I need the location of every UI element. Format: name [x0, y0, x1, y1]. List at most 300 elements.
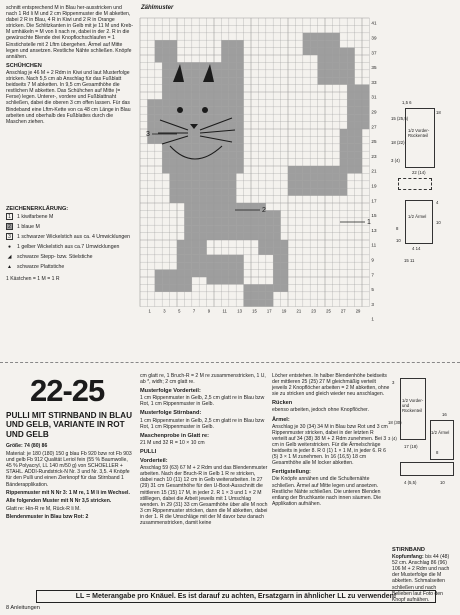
chart-cell-filled	[325, 70, 332, 77]
legend-text: 1 blaue M	[17, 223, 40, 230]
instruction-paragraph: Die Knöpfe annähen und die Schulternähte schließen. Ärmel auf Mitte legen und ansetzen. Restliche Nähte schließen. Die unteren Blenden entlang der Bruchkante nach innen säumen. Die Applikation aufnähen.	[272, 476, 382, 507]
schematic-bootie-piece	[398, 178, 432, 190]
chart-cell-filled	[340, 151, 347, 158]
chart-cell-filled	[362, 99, 369, 106]
chart-cell-filled	[192, 62, 199, 69]
chart-cell-filled	[192, 262, 199, 269]
chart-cell-filled	[273, 210, 280, 217]
chart-cell-filled	[340, 144, 347, 151]
chart-cell-filled	[221, 85, 228, 92]
chart-cell-filled	[266, 292, 273, 299]
chart-row-tick: 19	[371, 183, 377, 189]
chart-cell-filled	[325, 48, 332, 55]
chart-cell-filled	[207, 85, 214, 92]
chart-col-tick: 5	[178, 308, 181, 314]
materials-text	[6, 443, 134, 522]
chart-cell-filled	[221, 218, 228, 225]
chart-col-tick: 9	[207, 308, 211, 314]
chart-cell-filled	[332, 181, 339, 188]
chart-cell-filled	[273, 270, 280, 277]
chart-cell-filled	[162, 159, 169, 166]
chart-cell-filled	[244, 218, 251, 225]
chart-cell-filled	[251, 299, 258, 306]
chart-cell-filled	[355, 107, 362, 114]
chart-cell-filled	[199, 62, 206, 69]
chart-cell-filled	[207, 196, 214, 203]
chart-cell-filled	[332, 55, 339, 62]
chart-cell-filled	[310, 188, 317, 195]
chart-cell-filled	[325, 188, 332, 195]
instructions-middle	[140, 373, 268, 528]
chart-cell-filled	[177, 196, 184, 203]
chart-cell-filled	[221, 107, 228, 114]
headband-text: bis 44 (48) 52 cm. Anschlag 86 (96) 106 M + 2 Rdm und nach der Musterfolge die M abketten. Schmalseiten schließen und nach Belieben laut Foto den Knopf aufnähen.	[392, 554, 450, 603]
chart-cell-filled	[162, 62, 169, 69]
chart-cell-filled	[214, 70, 221, 77]
chart-cell-filled	[229, 218, 236, 225]
chart-cell-filled	[221, 225, 228, 232]
chart-cell-filled	[236, 218, 243, 225]
chart-cell-filled	[221, 262, 228, 269]
chart-cell-filled	[318, 62, 325, 69]
chart-cell-filled	[244, 299, 251, 306]
chart-cell-filled	[184, 262, 191, 269]
chart-cell-filled	[170, 92, 177, 99]
chart-cell-filled	[229, 70, 236, 77]
chart-cell-filled	[207, 225, 214, 232]
chart-cell-filled	[347, 114, 354, 121]
chart-cell-filled	[288, 188, 295, 195]
chart-cell-filled	[177, 114, 184, 121]
chart-cell-filled	[251, 218, 258, 225]
chart-cell-filled	[170, 159, 177, 166]
chart-cell-filled	[340, 181, 347, 188]
schematic-label: 4	[436, 200, 439, 205]
chart-cell-filled	[184, 62, 191, 69]
chart-cell-filled	[340, 77, 347, 84]
chart-cell-filled	[170, 107, 177, 114]
chart-cell-filled	[207, 203, 214, 210]
chart-row-tick: 11	[371, 242, 377, 248]
chart-cell-filled	[362, 92, 369, 99]
chart-cell-filled	[236, 77, 243, 84]
chart-cell-filled	[207, 159, 214, 166]
chart-label-two: 2	[262, 207, 266, 214]
chart-cell-filled	[281, 247, 288, 254]
chart-cell-filled	[170, 173, 177, 180]
chart-cell-filled	[258, 247, 265, 254]
schematic-label: 3 (4)	[391, 158, 400, 163]
chart-cell-filled	[214, 255, 221, 262]
chart-cell-filled	[258, 299, 265, 306]
chart-cell-filled	[347, 48, 354, 55]
chart-cell-filled	[184, 247, 191, 254]
legend-item	[6, 233, 134, 240]
chart-cell-filled	[332, 77, 339, 84]
chart-cell-filled	[199, 270, 206, 277]
schematic-label: 1/2 Ärmel	[431, 430, 450, 435]
chart-row-tick: 9	[371, 257, 374, 263]
chart-cell-filled	[303, 166, 310, 173]
chart-cell-filled	[229, 55, 236, 62]
chart-col-tick: 7	[192, 308, 196, 314]
chart-cell-filled	[155, 55, 162, 62]
chart-cell-filled	[229, 166, 236, 173]
chart-cell-filled	[184, 70, 191, 77]
chart-cell-filled	[281, 262, 288, 269]
chart-cell-filled	[162, 277, 169, 284]
chart-cell-filled	[236, 255, 243, 262]
chart-cell-filled	[355, 166, 362, 173]
chart-cell-filled	[221, 144, 228, 151]
chart-cell-filled	[355, 144, 362, 151]
chart-row-tick: 17	[371, 198, 377, 204]
chart-cell-filled	[170, 196, 177, 203]
chart-cell-filled	[184, 225, 191, 232]
chart-cell-filled	[184, 166, 191, 173]
chart-cell-filled	[192, 136, 199, 143]
chart-cell-filled	[221, 159, 228, 166]
eye-left-icon	[177, 107, 183, 113]
chart-col-tick: 21	[296, 308, 302, 314]
chart-cell-filled	[273, 247, 280, 254]
chart-cell-filled	[266, 299, 273, 306]
chart-cell-filled	[162, 92, 169, 99]
chart-cell-filled	[221, 233, 228, 240]
chart-cell-filled	[162, 284, 169, 291]
chart-cell-filled	[184, 107, 191, 114]
chart-cell-filled	[229, 159, 236, 166]
chart-cell-filled	[340, 166, 347, 173]
chart-cell-filled	[288, 181, 295, 188]
chart-cell-filled	[170, 40, 177, 47]
chart-row-tick: 33	[371, 79, 377, 85]
instruction-heading: Maschenprobe in Glatt re:	[140, 432, 210, 439]
chart-cell-filled	[162, 151, 169, 158]
chart-cell-filled	[214, 77, 221, 84]
chart-cell-filled	[251, 210, 258, 217]
chart-cell-filled	[355, 114, 362, 121]
chart-cell-filled	[221, 210, 228, 217]
chart-cell-filled	[192, 196, 199, 203]
schematic-label: 8	[396, 226, 399, 231]
instruction-paragraph: ebenso arbeiten, jedoch ohne Knopflöcher.	[272, 407, 369, 414]
chart-cell-filled	[147, 99, 154, 106]
chart-cell-filled	[362, 85, 369, 92]
chart-cell-filled	[184, 188, 191, 195]
chart-cell-filled	[340, 55, 347, 62]
chart-col-tick: 19	[281, 308, 287, 314]
chart-cell-filled	[236, 114, 243, 121]
chart-cell-filled	[147, 114, 154, 121]
chart-cell-filled	[207, 188, 214, 195]
chart-cell-filled	[184, 203, 191, 210]
chart-cell-filled	[170, 55, 177, 62]
chart-cell-filled	[162, 70, 169, 77]
material-text: Material: je 180 (180) 150 g blau Fb 920 bzw rot Fb 903 und gelb Fb 912 Qualität Leriol fein (55 % Baumwolle, 45 % Polyacryl, LL 140 m/50 g) von SCHOELLER + STAHL. ADDI-Rundstrick-N Nr. 3 und Nr. 3,5. 4 Knöpfe für den Pulli und einen Zierknopf für das Stirnband 1 Bänderapplikation.	[6, 451, 132, 488]
chart-cell-filled	[199, 99, 206, 106]
chart-cell-filled	[170, 277, 177, 284]
chart-cell-filled	[347, 136, 354, 143]
chart-cell-filled	[199, 188, 206, 195]
chart-row-tick: 21	[371, 168, 377, 174]
chart-cell-filled	[258, 218, 265, 225]
schematic-label: 15 11	[404, 258, 415, 263]
chart-cell-filled	[177, 144, 184, 151]
chart-cell-filled	[192, 114, 199, 121]
chart-cell-filled	[332, 70, 339, 77]
chart-cell-filled	[221, 99, 228, 106]
chart-cell-filled	[221, 181, 228, 188]
chart-cell-filled	[229, 196, 236, 203]
chart-cell-filled	[184, 240, 191, 247]
chart-cell-filled	[199, 85, 206, 92]
chart-cell-filled	[347, 77, 354, 84]
chart-cell-filled	[207, 262, 214, 269]
chart-cell-filled	[221, 70, 228, 77]
chart-cell-filled	[236, 122, 243, 129]
chart-cell-filled	[303, 181, 310, 188]
chart-col-tick: 17	[266, 308, 272, 314]
chart-cell-filled	[236, 48, 243, 55]
chart-cell-filled	[177, 284, 184, 291]
chart-cell-filled	[184, 114, 191, 121]
chart-cell-filled	[221, 122, 228, 129]
chart-cell-filled	[258, 233, 265, 240]
instruction-paragraph: 1 cm Rippenmuster in Gelb, 2,5 cm glatt re in Blau bzw Rot, 1 cm Rippenmuster in Gelb.	[140, 417, 265, 430]
chart-cell-filled	[355, 99, 362, 106]
yardage-notice: LL = Meterangabe pro Knäuel. Es ist darauf zu achten, Ersatzgarn in ähnlicher LL zu verwenden!	[36, 590, 436, 603]
legend-text: 1 gelber Wickelstich aus ca.7 Umwicklungen	[17, 243, 120, 250]
chart-cell-filled	[162, 77, 169, 84]
chart-row-tick: 41	[371, 20, 377, 26]
chart-cell-filled	[251, 225, 258, 232]
chart-cell-filled	[318, 48, 325, 55]
chart-cell-filled	[207, 166, 214, 173]
chart-cell-filled	[177, 166, 184, 173]
chart-cell-filled	[266, 233, 273, 240]
chart-cell-filled	[236, 203, 243, 210]
chart-cell-filled	[236, 270, 243, 277]
chart-col-tick: 29	[355, 308, 361, 314]
chart-cell-filled	[340, 188, 347, 195]
chart-cell-filled	[155, 99, 162, 106]
chart-cell-filled	[192, 70, 199, 77]
chart-cell-filled	[184, 77, 191, 84]
chart-cell-filled	[184, 159, 191, 166]
rib-text: Rippenmuster mit N Nr 3: 1 M re, 1 M li im Wechsel.	[6, 489, 130, 496]
chart-cell-filled	[214, 196, 221, 203]
chart-cell-filled	[258, 240, 265, 247]
chart-cell-filled	[199, 173, 206, 180]
chart-cell-filled	[162, 107, 169, 114]
chart-cell-filled	[244, 210, 251, 217]
chart-cell-filled	[221, 173, 228, 180]
chart-cell-filled	[347, 55, 354, 62]
chart-cell-filled	[318, 40, 325, 47]
chart-cell-filled	[281, 270, 288, 277]
chart-cell-filled	[236, 136, 243, 143]
chart-cell-filled	[214, 218, 221, 225]
chart-cell-filled	[325, 33, 332, 40]
instruction-heading: PULLI	[140, 448, 157, 455]
legend-symbol: ●	[7, 243, 12, 250]
schematic-label: 3	[392, 380, 395, 385]
legend-symbol: 3	[6, 233, 13, 240]
chart-cell-filled	[310, 33, 317, 40]
chart-cell-filled	[355, 159, 362, 166]
chart-cell-filled	[192, 203, 199, 210]
chart-cell-filled	[177, 240, 184, 247]
chart-cell-filled	[347, 107, 354, 114]
chart-cell-filled	[229, 210, 236, 217]
chart-cell-filled	[199, 247, 206, 254]
chart-cell-filled	[192, 151, 199, 158]
chart-cell-filled	[229, 114, 236, 121]
chart-cell-filled	[229, 136, 236, 143]
chart-cell-filled	[347, 85, 354, 92]
chart-cell-filled	[221, 277, 228, 284]
chart-cell-filled	[229, 225, 236, 232]
chart-cell-filled	[155, 107, 162, 114]
chart-col-tick: 13	[237, 308, 242, 314]
schematic-label: 4 14	[412, 246, 421, 251]
legend-symbol: 2	[6, 223, 13, 230]
chart-cell-filled	[355, 92, 362, 99]
chart-col-tick: 15	[252, 308, 257, 314]
chart-cell-filled	[192, 218, 199, 225]
chart-cell-filled	[214, 203, 221, 210]
chart-cell-filled	[347, 122, 354, 129]
schematic-label: 4 (5,5)	[404, 480, 417, 485]
chart-cell-filled	[207, 173, 214, 180]
chart-cell-filled	[229, 48, 236, 55]
chart-row-tick: 1	[371, 316, 374, 322]
chart-cell-filled	[355, 151, 362, 158]
instruction-heading: Musterfolge Vorderteil:	[140, 388, 201, 395]
chart-cell-filled	[236, 151, 243, 158]
chart-cell-filled	[229, 203, 236, 210]
chart-cell-filled	[347, 92, 354, 99]
chart-cell-filled	[266, 247, 273, 254]
chart-cell-filled	[332, 62, 339, 69]
chart-cell-filled	[177, 92, 184, 99]
chart-cell-filled	[214, 99, 221, 106]
chart-cell-filled	[229, 62, 236, 69]
chart-cell-filled	[318, 55, 325, 62]
chart-cell-filled	[236, 99, 243, 106]
schematic-label: 8	[436, 450, 439, 455]
schematic-sleeve-piece	[430, 420, 454, 460]
chart-cell-filled	[288, 166, 295, 173]
schematic-label: 18 (22)	[391, 140, 405, 145]
chart-cell-filled	[162, 40, 169, 47]
legend-symbol: 1	[6, 213, 13, 220]
chart-cell-filled	[221, 188, 228, 195]
chart-cell-filled	[221, 196, 228, 203]
page-footer: 8 Anleitungen	[6, 605, 40, 611]
chart-cell-filled	[340, 48, 347, 55]
instruction-paragraph: Anschlag 59 (63) 67 M + 2 Rdm und das Blendenmuster arbeiten. Nach der Bruch-R in Gelb 1 R re stricken, dabei nach 10 (11) 12 cm in Gelb weiterarbeiten. In 27 (29) 31 cm Gesamthöhe für den U-Boot-Ausschnitt die mittleren 15 (15) 17 M, in jeder 2. R 1 × 3 und 1 × 2 M stilllegen, dabei die Arbeit jeweils mit 1 Umschlag wenden. In 29 (31) 33 cm Gesamthöhe über alle M noch 3 cm Rippenmuster stricken, dann die M abketten, dabei in der 1. R die Umschläge mit der M davor bzw danach zusammenstricken, damit keine	[140, 465, 268, 526]
chart-cell-filled	[221, 270, 228, 277]
headband-heading: STIRNBAND	[392, 547, 425, 553]
instruction-paragraph: cm glatt re, 1 Bruch-R = 2 M re zusammenstricken, 1 U, ab *, widh; 2 cm glatt re.	[140, 373, 266, 386]
chart-cell-filled	[214, 62, 221, 69]
chart-cell-filled	[177, 181, 184, 188]
chart-cell-filled	[229, 188, 236, 195]
chart-cell-filled	[325, 173, 332, 180]
chart-cell-filled	[184, 122, 191, 129]
chart-cell-filled	[184, 255, 191, 262]
chart-cell-filled	[184, 270, 191, 277]
chart-col-tick: 25	[326, 308, 331, 314]
chart-cell-filled	[295, 173, 302, 180]
chart-cell-filled	[170, 284, 177, 291]
chart-cell-filled	[214, 188, 221, 195]
chart-cell-filled	[184, 181, 191, 188]
chart-cell-filled	[170, 85, 177, 92]
chart-cell-filled	[214, 233, 221, 240]
chart-cell-filled	[199, 233, 206, 240]
chart-cell-filled	[177, 173, 184, 180]
chart-cell-filled	[318, 173, 325, 180]
chart-cell-filled	[325, 55, 332, 62]
chart-cell-filled	[318, 188, 325, 195]
instruction-heading: Vorderteil:	[140, 458, 168, 465]
schematic-label: 3 (4)	[388, 436, 397, 441]
chart-cell-filled	[258, 292, 265, 299]
chart-cell-filled	[288, 173, 295, 180]
chart-cell-filled	[192, 247, 199, 254]
schematic-label: 10	[440, 480, 445, 485]
chart-row-tick: 5	[371, 287, 374, 293]
chart-cell-filled	[244, 284, 251, 291]
chart-cell-filled	[214, 270, 221, 277]
size-text: Größe: 74 (80) 86	[6, 443, 48, 449]
chart-cell-filled	[229, 107, 236, 114]
chart-cell-filled	[177, 159, 184, 166]
legend-text: 1 kiwifarbene M	[17, 213, 54, 220]
chart-cell-filled	[340, 62, 347, 69]
chart-cell-filled	[332, 48, 339, 55]
chart-cell-filled	[207, 255, 214, 262]
legend-note: 1 Kästchen = 1 M = 1 R	[6, 276, 60, 283]
chart-col-ticks	[149, 309, 362, 314]
chart-cell-filled	[214, 181, 221, 188]
schematic-label: 1/2 Ärmel	[408, 214, 427, 219]
chart-cell-filled	[273, 262, 280, 269]
instruction-paragraph: Löcher entstehen. In halber Blendenhöhe beidseits der mittleren 25 (25) 27 M gleichmäßig verteilt jeweils 2 Knopflöcher arbeiten = 2 M abketten, ohne sie zu stricken und gleich wieder neu anschlagen.	[272, 373, 390, 398]
schematic-label: 10	[396, 238, 401, 243]
chart-cell-filled	[170, 62, 177, 69]
schematic-label: 1/2 Vorder- Rückenteil	[408, 128, 430, 138]
chart-cell-filled	[147, 107, 154, 114]
chart-cell-filled	[236, 233, 243, 240]
chart-cell-filled	[281, 284, 288, 291]
chart-row-tick: 35	[371, 65, 377, 71]
chart-cell-filled	[347, 159, 354, 166]
schematic-label: 10	[436, 220, 441, 225]
chart-cell-filled	[236, 40, 243, 47]
chart-cell-filled	[229, 270, 236, 277]
chart-cell-filled	[184, 144, 191, 151]
chart-cell-filled	[192, 255, 199, 262]
chart-cell-filled	[170, 114, 177, 121]
chart-cell-filled	[155, 277, 162, 284]
chart-cell-filled	[236, 262, 243, 269]
chart-cell-filled	[266, 218, 273, 225]
chart-cell-filled	[199, 196, 206, 203]
